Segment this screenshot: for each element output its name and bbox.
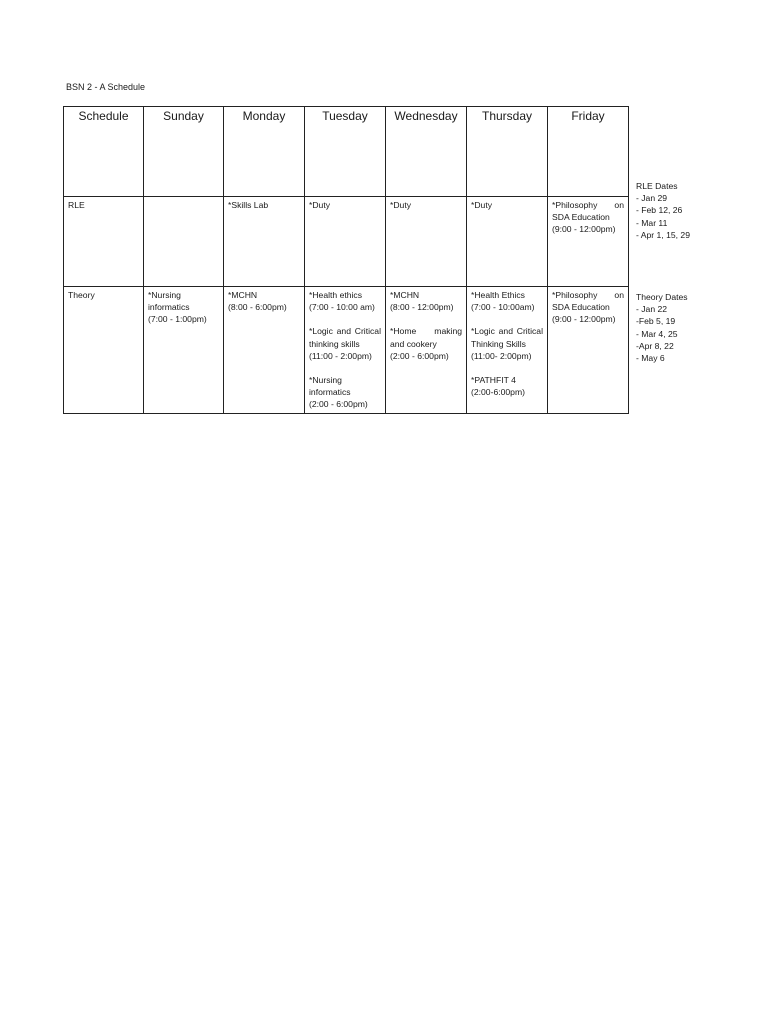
rle-row [64, 197, 629, 287]
theory-thursday-entry: *PATHFIT 4 (2:00-6:00pm) [471, 375, 525, 398]
theory-thursday-cell [467, 287, 548, 414]
rle-date-item: - Apr 1, 15, 29 [636, 229, 690, 240]
theory-sunday-cell [144, 287, 224, 414]
theory-monday-cell [224, 287, 305, 414]
theory-date-item: -Feb 5, 19 [636, 316, 676, 327]
theory-friday-entry: *Philosophy on SDA Education (9:00 - 12:00pm) [552, 290, 624, 325]
rle-dates-note [636, 180, 690, 241]
theory-wednesday-entry: *MCHN (8:00 - 12:00pm) [390, 290, 454, 313]
rle-friday-cell [548, 197, 629, 287]
theory-wednesday-cell [386, 287, 467, 414]
row-label-rle: RLE [64, 197, 144, 287]
header-wednesday: Wednesday [386, 107, 467, 197]
rle-dates-heading: RLE Dates [636, 181, 678, 191]
theory-tuesday-cell [305, 287, 386, 414]
rle-date-item: - Jan 29 [636, 193, 668, 204]
rle-thursday-entry: *Duty [471, 200, 493, 210]
rle-friday-entry: *Philosophy on SDA Education (9:00 - 12:00pm) [552, 200, 624, 235]
header-friday: Friday [548, 107, 629, 197]
header-monday: Monday [224, 107, 305, 197]
document-title: BSN 2 - A Schedule [66, 82, 146, 92]
rle-date-item: - Mar 11 [636, 217, 668, 228]
rle-tuesday-entry: *Duty [309, 200, 331, 210]
theory-sunday-entry: *Nursing informatics (7:00 - 1:00pm) [148, 290, 207, 325]
theory-tuesday-entry: *Nursing informatics (2:00 - 6:00pm) [309, 375, 368, 410]
rle-wednesday-entry: *Duty [390, 200, 412, 210]
rle-tuesday-cell [305, 197, 386, 287]
rle-wednesday-cell [386, 197, 467, 287]
theory-monday-entry: *MCHN (8:00 - 6:00pm) [228, 290, 287, 313]
theory-friday-cell [548, 287, 629, 414]
theory-date-item: - Mar 4, 25 [636, 328, 678, 339]
theory-row [64, 287, 629, 414]
schedule-table [63, 106, 629, 414]
header-schedule: Schedule [64, 107, 144, 197]
theory-tuesday-entry: *Logic and Critical thinking skills (11:00 - 2:00pm) [309, 326, 381, 361]
rle-date-item: - Feb 12, 26 [636, 205, 683, 216]
header-row [64, 107, 629, 197]
theory-thursday-entry: *Logic and Critical Thinking Skills (11:00- 2:00pm) [471, 326, 543, 361]
theory-dates-heading: Theory Dates [636, 292, 688, 302]
theory-date-item: -Apr 8, 22 [636, 340, 674, 351]
theory-thursday-entry: *Health Ethics (7:00 - 10:00am) [471, 290, 535, 313]
rle-thursday-cell [467, 197, 548, 287]
rle-monday-cell [224, 197, 305, 287]
theory-wednesday-entry: *Home making and cookery (2:00 - 6:00pm) [390, 326, 462, 361]
header-thursday: Thursday [467, 107, 548, 197]
theory-date-item: - Jan 22 [636, 304, 668, 315]
row-label-theory: Theory [64, 287, 144, 414]
rle-monday-entry: *Skills Lab [228, 200, 269, 210]
header-tuesday: Tuesday [305, 107, 386, 197]
theory-dates-note [636, 291, 688, 364]
rle-sunday-cell [144, 197, 224, 287]
theory-tuesday-entry: *Health ethics (7:00 - 10:00 am) [309, 290, 375, 313]
header-sunday: Sunday [144, 107, 224, 197]
theory-date-item: - May 6 [636, 353, 665, 364]
